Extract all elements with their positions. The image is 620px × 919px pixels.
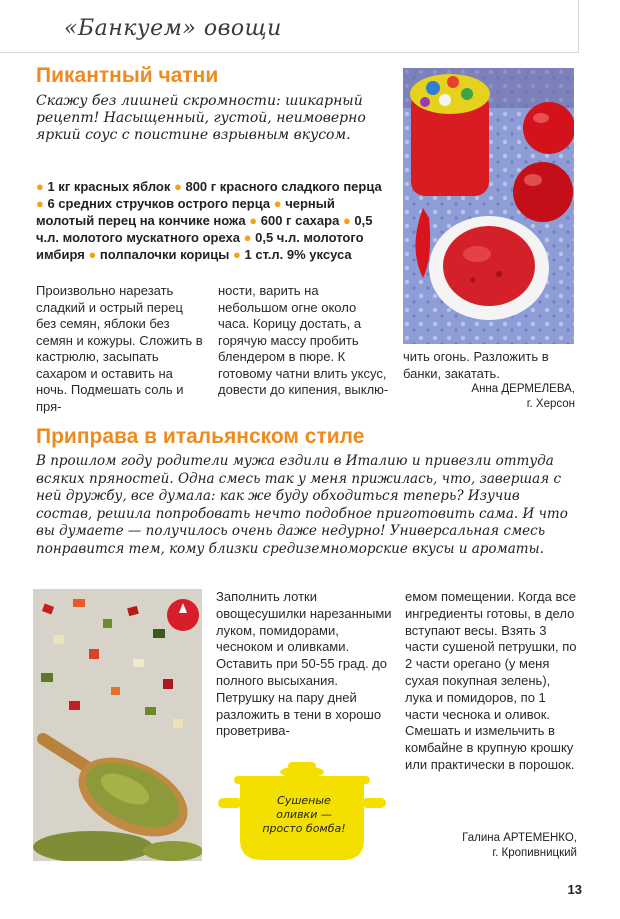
bullet-icon: ● — [88, 247, 100, 262]
ingredient: 600 г сахара — [260, 213, 340, 228]
recipe1-intro: Скажу без лишней скромности: шикарный рецепт! Насыщенный, густой, неимоверно яркий соус с поистине взрывным вкусом. — [36, 93, 366, 143]
recipe1-text-col3: чить огонь. Разложить в банки, закатать. — [403, 349, 549, 381]
recipe1-text-col2: ности, варить на небольшом огне около часа. Корицу достать, а горячую массу пробить блендером в пюре. К готовому чатни влить уксус, довести до кипения, выклю- — [218, 283, 389, 397]
recipe2-signature — [405, 831, 577, 861]
bullet-icon: ● — [233, 247, 245, 262]
bullet-icon: ● — [174, 179, 186, 194]
chutney-photo — [403, 68, 574, 344]
bullet-icon: ● — [243, 230, 256, 245]
bullet-icon: ● — [36, 196, 48, 211]
callout-text: Сушеные оливки — просто бомба! — [262, 794, 346, 835]
recipe2-text-col2: емом помещении. Когда все ингредиенты готовы, в дело вступают весы. Взять 3 части сушеной петрушки, по 2 части орегано (у меня сухая покупная зелень), лука и помидоров, по 1 части чеснока и оливок. Смешать и измельчить в комбайне в крупную крошку или практически в порошок. — [405, 589, 577, 772]
recipe1-ingredients — [36, 178, 390, 263]
recipe2-title: Приправа в итальянском стиле — [36, 425, 365, 448]
page-header — [0, 0, 579, 53]
page-number: 13 — [567, 882, 582, 897]
recipe1-text-col1: Произвольно нарезать сладкий и острый перец без семян, яблоки без семян и кожуры. Сложить в кастрюлю, засыпать сахаром и оставить на ночь. Подмешать соль и пря- — [36, 283, 203, 414]
ingredient: черный молотый перец на кончике ножа — [36, 196, 335, 228]
bullet-icon: ● — [273, 196, 286, 211]
ingredient: 0,5 ч.л. молотого мускатного ореха — [36, 213, 373, 245]
ingredient: полпалочки корицы — [99, 247, 230, 262]
recipe2-text-col1: Заполнить лотки овощесушилки нарезанными луком, помидорами, чесноком и оливками. Оставить при 50-55 град. до полного высыхания. Петрушку на пару дней разложить в тени в хорошо проветрива- — [216, 589, 392, 739]
spice-photo — [33, 589, 202, 861]
callout-pot — [218, 760, 386, 862]
author-city: г. Херсон — [526, 398, 575, 410]
author-city: г. Кропивницкий — [492, 847, 577, 859]
recipe1-signature — [403, 382, 575, 412]
bullet-icon: ● — [36, 179, 48, 194]
ingredient: 0,5 ч.л. молотого имбиря — [36, 230, 364, 262]
ingredient: 800 г красного сладкого перца — [185, 179, 382, 194]
author-name: Галина АРТЕМЕНКО, — [462, 832, 577, 844]
author-name: Анна ДЕРМЕЛЕВА, — [471, 383, 575, 395]
ingredient: 1 кг красных яблок — [47, 179, 171, 194]
recipe1-title: Пикантный чатни — [36, 64, 219, 87]
ingredient: 1 ст.л. 9% уксуса — [244, 247, 352, 262]
recipe2-intro: В прошлом году родители мужа ездили в Италию и привезли оттуда всяких пряностей. Одна смесь так у меня прижилась, что, завершая с ней дружбу, все думала: как же буду обходиться теперь? Изучив состав, решила попробовать нечто подобное приготовить сама. И что вы думаете — получилось очень даже недурно! Универсальная смесь понравится тем, кому близки средиземноморские вкусы и ароматы. — [36, 453, 568, 557]
ingredient: 6 средних стручков острого перца — [47, 196, 271, 211]
bullet-icon: ● — [249, 213, 261, 228]
section-title: «Банкуем» овощи — [64, 16, 282, 41]
bullet-icon: ● — [342, 213, 355, 228]
